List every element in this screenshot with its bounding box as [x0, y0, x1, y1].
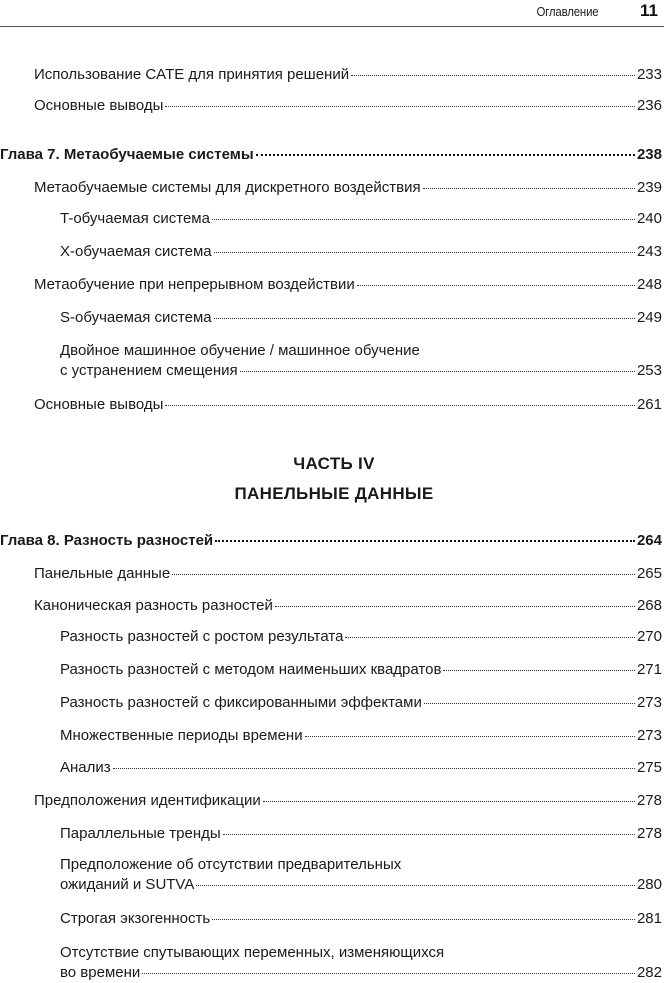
toc-entry-page: 239 [636, 179, 662, 196]
dot-leader [172, 574, 635, 575]
dot-leader [165, 405, 635, 406]
dot-leader [357, 285, 635, 286]
toc-entry-title: Разность разностей с ростом результата [60, 628, 344, 645]
toc-entry-page: 273 [636, 727, 662, 744]
toc-subentry[interactable] [0, 825, 662, 842]
toc-entry-title: S-обучаемая система [60, 309, 212, 326]
toc-entry-page: 278 [636, 792, 662, 809]
toc-entry-page: 280 [636, 876, 662, 893]
toc-entry-title: X-обучаемая система [60, 243, 212, 260]
toc-entry[interactable] [0, 396, 662, 413]
toc-entry-page: 268 [636, 597, 662, 614]
toc-entry-page: 271 [636, 661, 662, 678]
toc-entry[interactable] [0, 792, 662, 809]
toc-entry-title: Метаобучаемые системы для дискретного воздействия [34, 179, 421, 196]
toc-entry-page: 265 [636, 565, 662, 582]
toc-entry-title: Анализ [60, 759, 111, 776]
dot-leader [214, 318, 635, 319]
chapter-title: Глава 8. Разность разностей [0, 532, 214, 549]
toc-subentry[interactable] [0, 661, 662, 678]
toc-entry[interactable] [0, 565, 662, 582]
toc-subentry[interactable] [0, 243, 662, 260]
header-page-number: 11 [640, 1, 658, 20]
toc-entry-page: 233 [636, 66, 662, 83]
dot-leader [424, 703, 635, 704]
dot-leader [223, 834, 635, 835]
toc-entry-page: 281 [636, 910, 662, 927]
dot-leader [215, 540, 635, 542]
dot-leader [263, 801, 635, 802]
toc-entry-title: T-обучаемая система [60, 210, 210, 227]
toc-entry-page: 248 [636, 276, 662, 293]
toc-entry-title: Разность разностей с фиксированными эффектами [60, 694, 422, 711]
toc-entry-title: с устранением смещения [60, 362, 238, 379]
toc-entry-page: 270 [636, 628, 662, 645]
toc-subentry[interactable] [0, 694, 662, 711]
toc-entry-title: Метаобучение при непрерывном воздействии [34, 276, 355, 293]
chapter-title: Глава 7. Метаобучаемые системы [0, 146, 254, 163]
toc-subentry[interactable] [0, 628, 662, 645]
header-section-title: Оглавление [535, 4, 598, 19]
dot-leader [165, 106, 635, 107]
toc-chapter-entry[interactable] [0, 532, 662, 549]
toc-entry-title: Предположения идентификации [34, 792, 261, 809]
toc-entry-page: 261 [636, 396, 662, 413]
toc-entry-page: 240 [636, 210, 662, 227]
toc-entry[interactable] [0, 179, 662, 196]
toc-entry-title-line1: Отсутствие спутывающих переменных, изменяющихся [60, 944, 445, 961]
dot-leader [196, 885, 635, 886]
toc-entry[interactable] [0, 97, 662, 114]
toc-entry-title: Основные выводы [34, 97, 164, 114]
dot-leader [212, 219, 635, 220]
toc-entry-page: 253 [636, 362, 662, 379]
toc-entry-title: во времени [60, 964, 141, 981]
toc-entry-page: 249 [636, 309, 662, 326]
dot-leader [423, 188, 635, 189]
dot-leader [212, 919, 635, 920]
toc-entry-page: 275 [636, 759, 662, 776]
running-header [0, 0, 664, 27]
toc-entry-page: 243 [636, 243, 662, 260]
dot-leader [113, 768, 635, 769]
toc-subentry[interactable] [0, 759, 662, 776]
dot-leader [256, 154, 635, 156]
toc-entry-title-line1: Предположение об отсутствии предварительных [60, 856, 402, 873]
toc-entry-page: 273 [636, 694, 662, 711]
dot-leader [345, 637, 635, 638]
toc-subentry[interactable] [0, 342, 662, 379]
toc-entry-page: 282 [636, 964, 662, 981]
chapter-page: 238 [636, 146, 662, 163]
toc-entry-title: Каноническая разность разностей [34, 597, 273, 614]
toc-subentry[interactable] [0, 309, 662, 326]
dot-leader [142, 973, 635, 974]
part-label: ЧАСТЬ IV [293, 454, 375, 473]
dot-leader [443, 670, 635, 671]
toc-entry[interactable] [0, 276, 662, 293]
toc-entry-page: 236 [636, 97, 662, 114]
toc-entry-title: Разность разностей с методом наименьших квадратов [60, 661, 442, 678]
dot-leader [240, 371, 635, 372]
toc-entry-page: 278 [636, 825, 662, 842]
toc-subentry[interactable] [0, 210, 662, 227]
toc-subentry[interactable] [0, 910, 662, 927]
toc-entry-title: Параллельные тренды [60, 825, 221, 842]
dot-leader [214, 252, 635, 253]
dot-leader [305, 736, 635, 737]
toc-entry-title: Строгая экзогенность [60, 910, 211, 927]
toc-entry[interactable] [0, 597, 662, 614]
toc-entry-title-line1: Двойное машинное обучение / машинное обучение [60, 342, 420, 359]
chapter-page: 264 [636, 532, 662, 549]
toc-subentry[interactable] [0, 727, 662, 744]
toc-entry-title: Панельные данные [34, 565, 171, 582]
toc-entry-title: ожиданий и SUTVA [60, 876, 195, 893]
dot-leader [351, 75, 635, 76]
toc-entry-title: Множественные периоды времени [60, 727, 303, 744]
toc-entry-title: Основные выводы [34, 396, 164, 413]
toc-entry[interactable] [0, 66, 662, 83]
dot-leader [275, 606, 635, 607]
toc-entry-title: Использование CATE для принятия решений [34, 66, 350, 83]
toc-subentry[interactable] [0, 856, 662, 893]
part-title: ПАНЕЛЬНЫЕ ДАННЫЕ [234, 484, 434, 503]
toc-chapter-entry[interactable] [0, 146, 662, 163]
toc-subentry[interactable] [0, 944, 662, 981]
